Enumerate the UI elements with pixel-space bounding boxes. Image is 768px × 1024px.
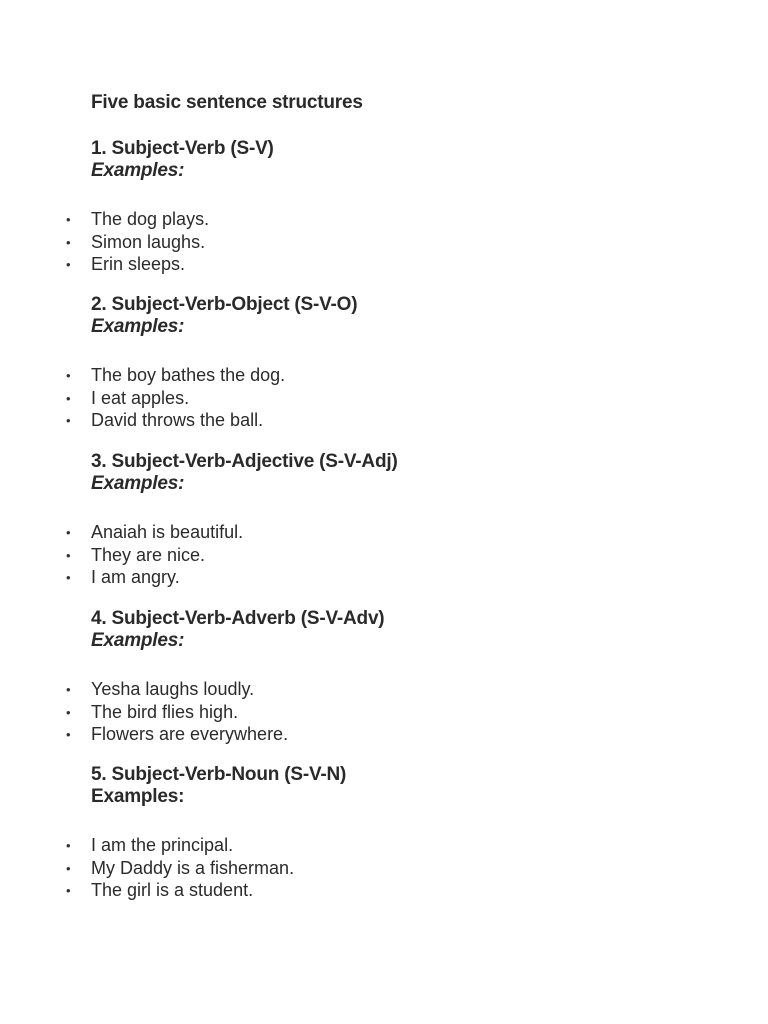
- section-subject-verb-noun: [0, 764, 768, 902]
- list-item: [0, 879, 768, 902]
- section-heading: 3. Subject-Verb-Adjective (S-V-Adj): [91, 451, 398, 472]
- list-item: [0, 253, 768, 276]
- list-item-text: My Daddy is a fisherman.: [91, 857, 295, 878]
- section-subject-verb-object: [0, 294, 768, 432]
- bullet-icon: •: [66, 570, 71, 585]
- examples-label: Examples:: [91, 316, 185, 337]
- list-item: [0, 544, 768, 567]
- bullet-icon: •: [66, 212, 71, 227]
- list-item-text: Anaiah is beautiful.: [91, 522, 244, 542]
- list-item-text: Yesha laughs loudly.: [91, 679, 255, 699]
- section-heading: 4. Subject-Verb-Adverb (S-V-Adv): [91, 608, 385, 629]
- list-item-text: I am the principal.: [91, 835, 234, 855]
- bullet-icon: •: [66, 390, 71, 406]
- example-list: [0, 678, 768, 746]
- list-item: [0, 701, 768, 724]
- examples-label: Examples:: [91, 473, 185, 494]
- bullet-icon: •: [66, 547, 71, 563]
- list-item-text: The girl is a student.: [91, 880, 254, 900]
- bullet-icon: •: [66, 413, 71, 428]
- section-subject-verb-adverb: [0, 608, 768, 746]
- list-item: [0, 566, 768, 589]
- list-item-text: The dog plays.: [91, 209, 210, 229]
- section-heading: 2. Subject-Verb-Object (S-V-O): [91, 294, 358, 315]
- list-item-text: David throws the ball.: [91, 410, 264, 430]
- list-item: [0, 678, 768, 701]
- section-subject-verb-adjective: [0, 451, 768, 589]
- list-item-text: They are nice.: [91, 544, 206, 565]
- list-item-text: Simon laughs.: [91, 231, 206, 252]
- bullet-icon: •: [66, 727, 71, 742]
- bullet-icon: •: [66, 704, 71, 720]
- list-item: [0, 521, 768, 544]
- bullet-icon: •: [66, 682, 71, 697]
- list-item-text: I eat apples.: [91, 387, 190, 408]
- page-title: Five basic sentence structures: [91, 92, 363, 113]
- list-item: [0, 208, 768, 231]
- list-item-text: Erin sleeps.: [91, 254, 186, 274]
- bullet-icon: •: [66, 234, 71, 250]
- bullet-icon: •: [66, 838, 71, 853]
- list-item: [0, 409, 768, 432]
- examples-label: Examples:: [91, 160, 185, 181]
- bullet-icon: •: [66, 883, 71, 898]
- section-heading: 1. Subject-Verb (S-V): [91, 138, 274, 159]
- list-item-text: The boy bathes the dog.: [91, 365, 286, 385]
- example-list: [0, 834, 768, 902]
- list-item: [0, 834, 768, 857]
- example-list: [0, 521, 768, 589]
- example-list: [0, 364, 768, 432]
- bullet-icon: •: [66, 525, 71, 540]
- bullet-icon: •: [66, 368, 71, 383]
- bullet-icon: •: [66, 257, 71, 272]
- bullet-icon: •: [66, 860, 71, 876]
- list-item: [0, 231, 768, 254]
- list-item: [0, 723, 768, 746]
- section-heading: 5. Subject-Verb-Noun (S-V-N): [91, 764, 347, 785]
- list-item: [0, 857, 768, 880]
- examples-label: Examples:: [91, 786, 185, 807]
- list-item-text: The bird flies high.: [91, 701, 239, 722]
- examples-label: Examples:: [91, 630, 185, 651]
- list-item-text: I am angry.: [91, 567, 180, 587]
- example-list: [0, 208, 768, 276]
- list-item: [0, 364, 768, 387]
- list-item-text: Flowers are everywhere.: [91, 724, 289, 744]
- section-subject-verb: [0, 138, 768, 276]
- list-item: [0, 387, 768, 410]
